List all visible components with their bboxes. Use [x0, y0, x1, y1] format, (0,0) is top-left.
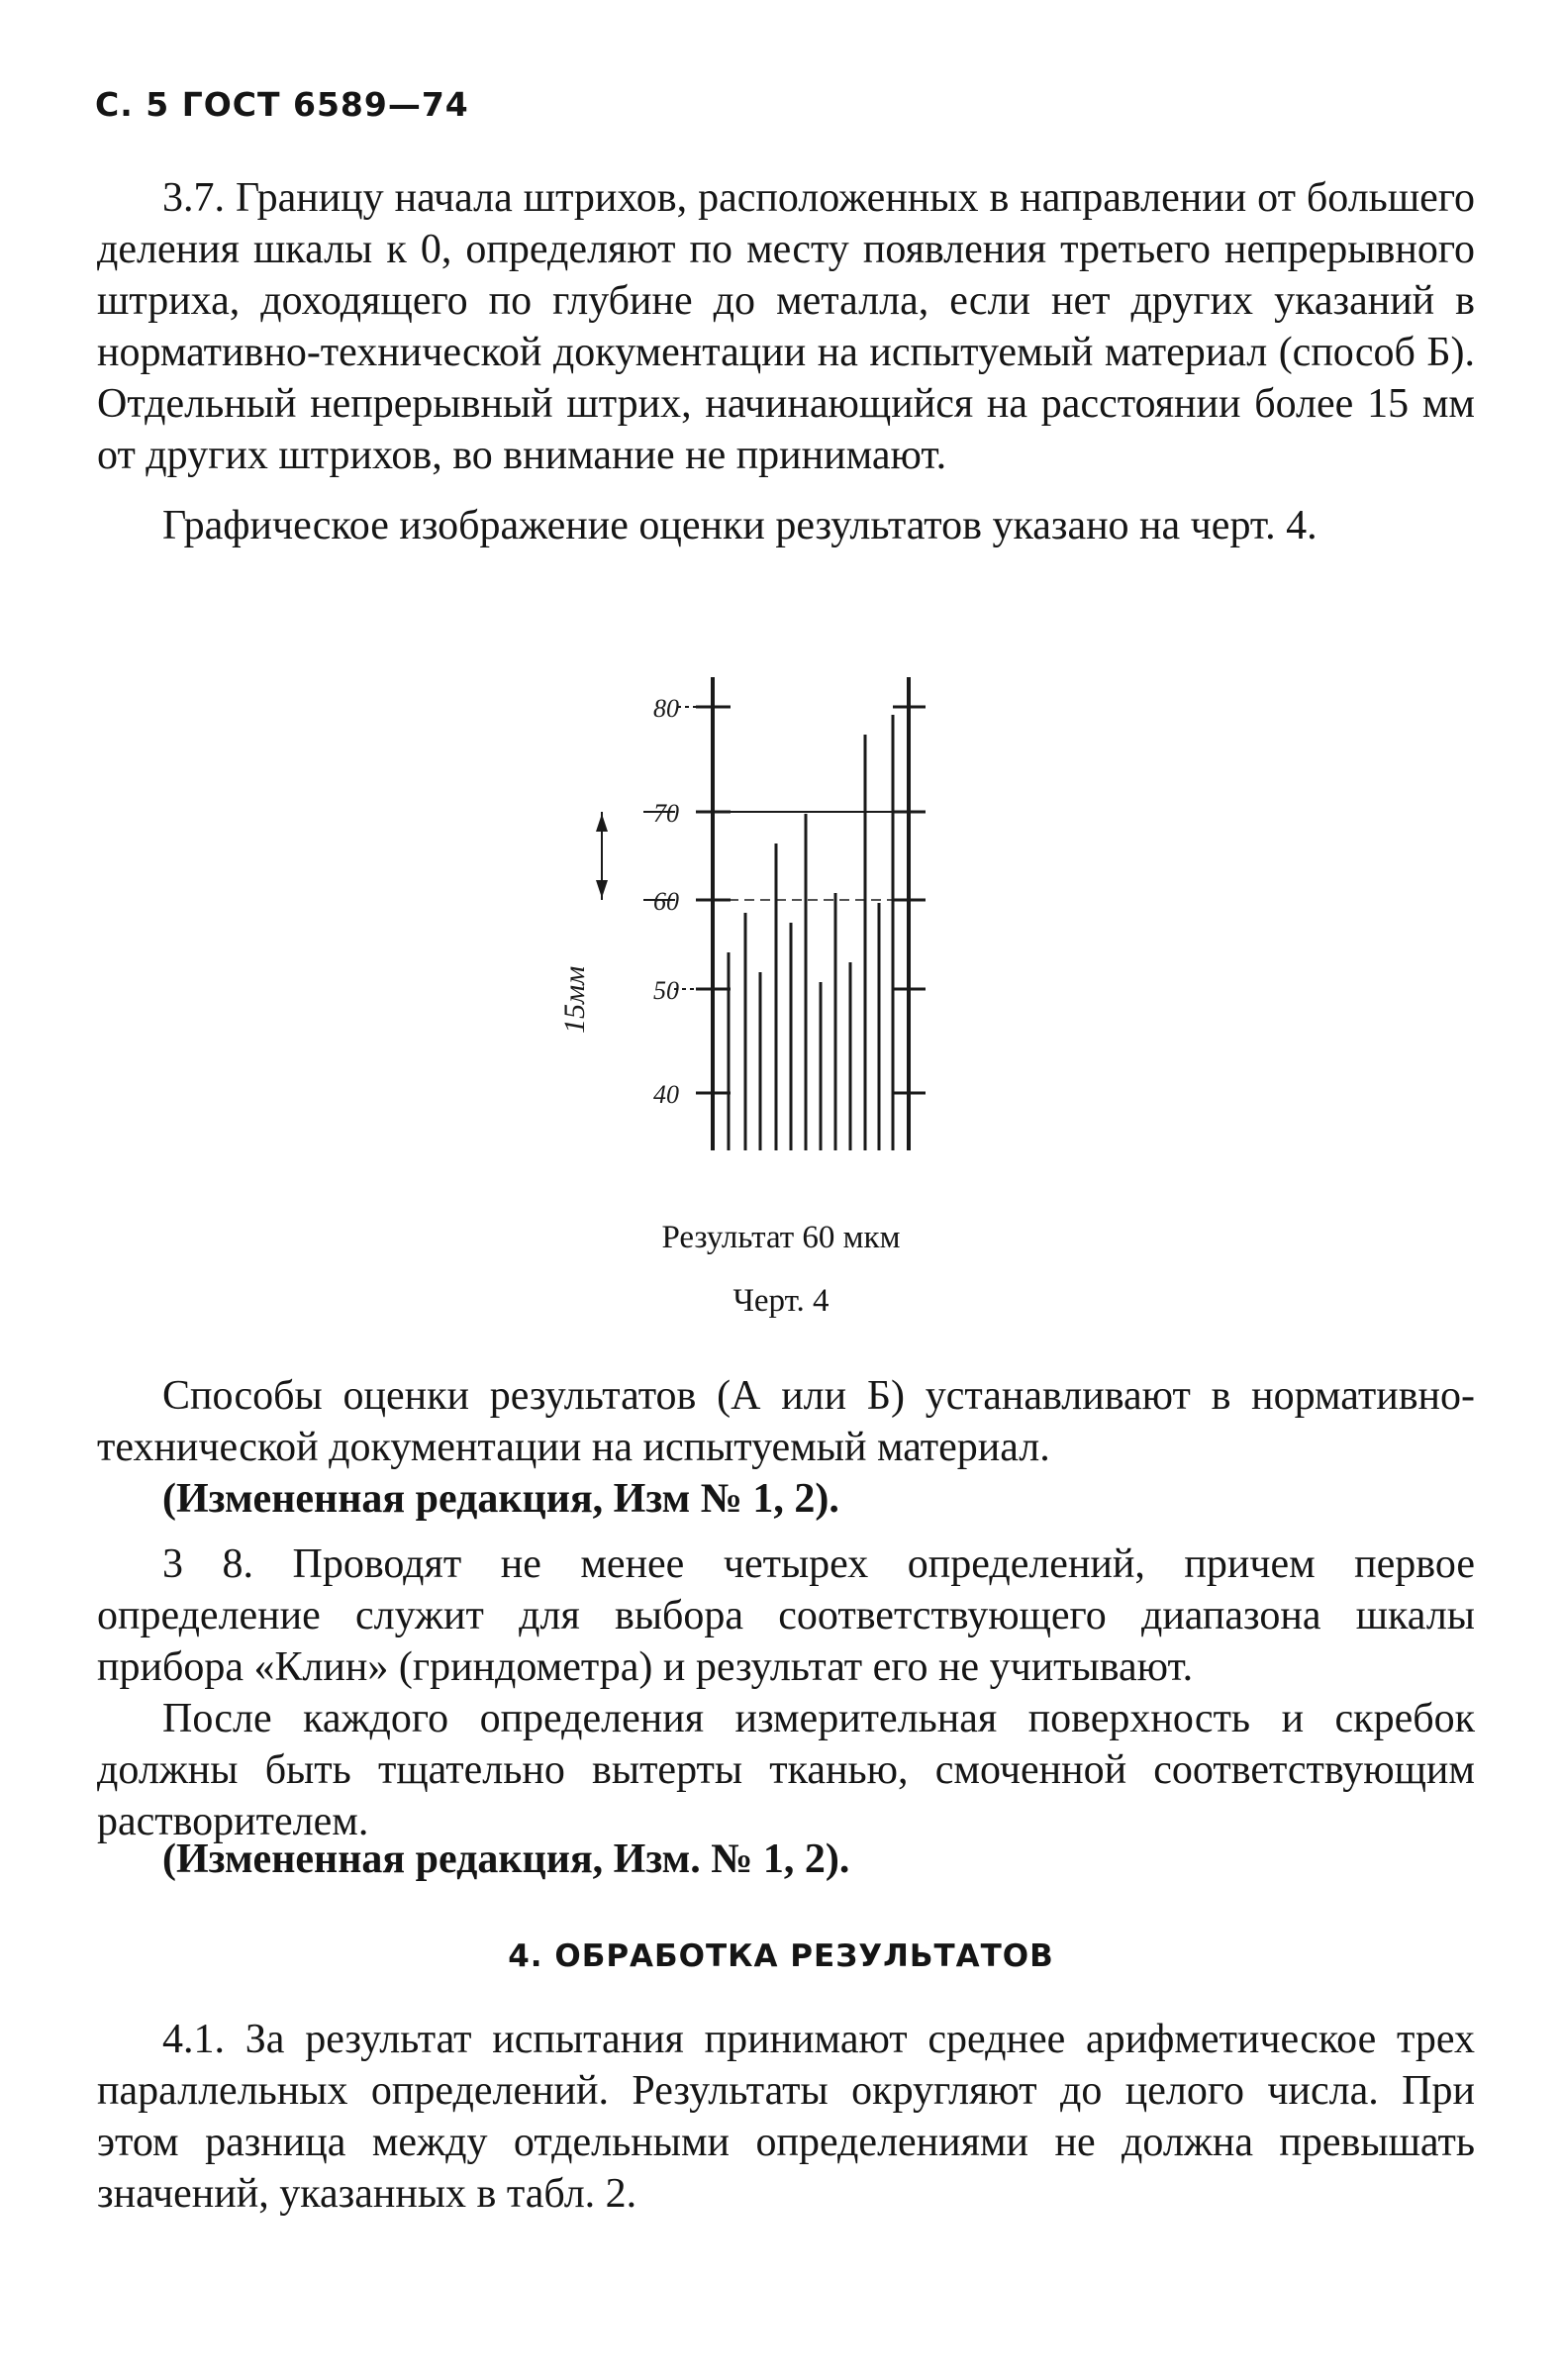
amendment-note-1: (Измененная редакция, Изм № 1, 2).	[162, 1476, 839, 1522]
paragraph-4-1: 4.1. За результат испытания принимают среднее арифметическое трех параллельных определений. Результаты округляют до целого числа. При этом разница между отдельными определениями не должна превышать значений, указанных в табл. 2.	[97, 2017, 1475, 2217]
page-header: С. 5 ГОСТ 6589—74	[95, 85, 469, 124]
paragraph-3-7: 3.7. Границу начала штрихов, расположенных в направлении от большего деления шкалы к 0, определяют по месту появления третьего непрерывного штриха, доходящего по глубине до металла, если нет других указаний в нормативно-технической документации на испытуемый материал (способ Б). Отдельный непрерывный штрих, начинающийся на расстоянии более 15 мм от других штрихов, во внимание не принимают.	[97, 175, 1475, 478]
dimension-label: 15мм	[558, 965, 591, 1034]
paragraph-graphic-reference: Графическое изображение оценки результатов указано на черт. 4.	[162, 503, 1318, 548]
tick-label-40: 40	[653, 1080, 679, 1109]
paragraph-methods: Способы оценки результатов (А или Б) устанавливают в нормативно-технической документации на испытуемый материал.	[97, 1373, 1475, 1470]
paragraph-cleaning: После каждого определения измерительная поверхность и скребок должны быть тщательно вытерты тканью, смоченной соответствующим растворителем.	[97, 1696, 1475, 1844]
amendment-note-2: (Измененная редакция, Изм. № 1, 2).	[162, 1836, 850, 1882]
tick-label-50: 50	[653, 976, 679, 1005]
tick-label-60: 60	[653, 887, 679, 916]
tick-label-80: 80	[653, 694, 679, 723]
paragraph-3-8: 3 8. Проводят не менее четырех определений, причем первое определение служит для выбора соответствующего диапазона шкалы прибора «Клин» (гриндометра) и результат его не учитывают.	[97, 1541, 1475, 1690]
section-heading-4: 4. ОБРАБОТКА РЕЗУЛЬТАТОВ	[508, 1938, 1054, 1974]
figure-title: Черт. 4	[732, 1283, 830, 1319]
figure-4-diagram	[535, 665, 960, 1180]
tick-label-70: 70	[653, 799, 679, 828]
figure-result-caption: Результат 60 мкм	[661, 1220, 901, 1255]
